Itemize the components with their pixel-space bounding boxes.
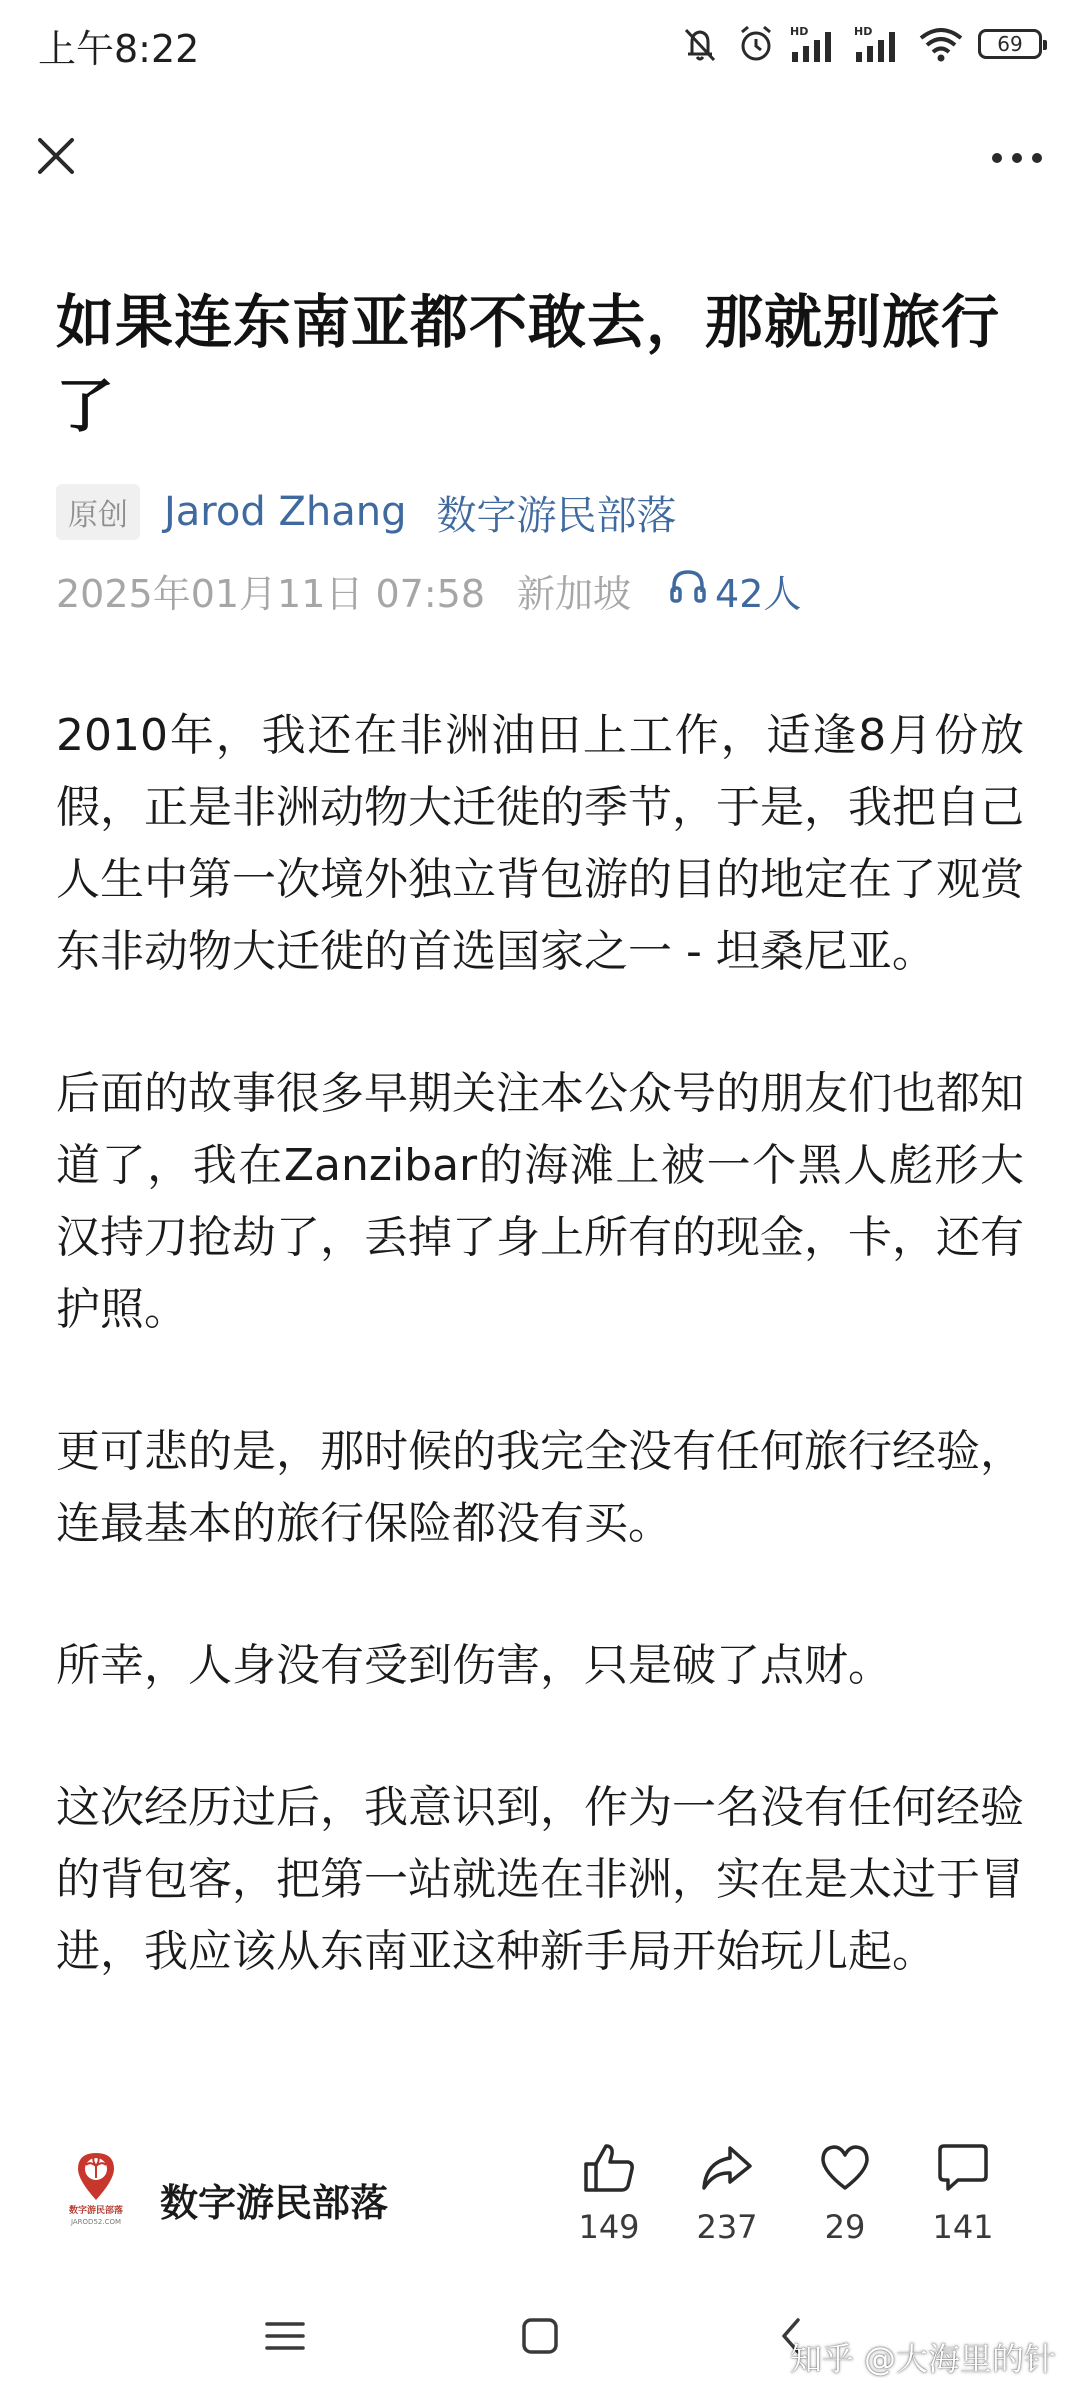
author-link[interactable]: Jarod Zhang <box>164 489 407 535</box>
signal-icon <box>790 24 840 64</box>
battery-icon <box>978 29 1042 59</box>
more-button[interactable] <box>982 130 1052 186</box>
like-button[interactable] <box>564 2142 654 2246</box>
mute-icon <box>678 24 722 64</box>
alarm-icon <box>736 24 776 64</box>
share-count: 237 <box>696 2208 758 2246</box>
favorite-button[interactable] <box>800 2142 890 2246</box>
logo-text: 数字游民部落 <box>68 2206 123 2216</box>
thumbs-up-icon <box>582 2142 636 2198</box>
share-icon <box>700 2142 754 2198</box>
home-button[interactable] <box>505 2308 575 2368</box>
listen-button[interactable] <box>669 563 801 618</box>
listener-count: 42人 <box>715 571 802 616</box>
svg-text:HD: HD <box>790 25 809 38</box>
top-nav <box>0 110 1080 210</box>
comment-icon <box>936 2142 990 2198</box>
svg-text:HD: HD <box>854 25 873 38</box>
column-link[interactable]: 数字游民部落 <box>436 492 677 539</box>
meta-row <box>56 562 801 618</box>
comment-button[interactable] <box>918 2142 1008 2246</box>
action-bar <box>0 2120 1080 2280</box>
status-bar <box>0 0 1080 90</box>
paragraph: 所幸，人身没有受到伤害，只是破了点财。 <box>56 1640 892 1691</box>
favorite-count: 29 <box>824 2208 866 2246</box>
heart-icon <box>818 2142 872 2198</box>
menu-button[interactable] <box>250 2308 320 2368</box>
logo-domain: JAROD52.COM <box>70 2218 122 2226</box>
paragraph: 2010年，我还在非洲油田上工作，适逢8月份放假，正是非洲动物大迁徙的季节，于是，我把自己人生中第一次境外独立背包游的目的地定在了观赏东非动物大迁徙的首选国家之一 - 坦桑尼亚。 <box>56 710 1024 977</box>
palm-pin-logo-icon <box>74 2150 118 2206</box>
paragraph: 这次经历过后，我意识到，作为一名没有任何经验的背包客，把第一站就选在非洲，实在是太过于冒进，我应该从东南亚这种新手局开始玩儿起。 <box>56 1782 1024 1977</box>
share-button[interactable] <box>682 2142 772 2246</box>
paragraph: 后面的故事很多早期关注本公众号的朋友们也都知道了，我在Zanzibar的海滩上被一个黑人彪形大汉持刀抢劫了，丢掉了身上所有的现金，卡，还有护照。 <box>56 1068 1024 1335</box>
article-body <box>56 700 1024 2058</box>
wifi-icon <box>918 24 964 64</box>
status-icons <box>678 22 1042 66</box>
column-logo[interactable] <box>56 2150 136 2242</box>
paragraph: 更可悲的是，那时候的我完全没有任何旅行经验，连最基本的旅行保险都没有买。 <box>56 1426 1024 1549</box>
home-icon <box>520 2316 560 2360</box>
article-viewport[interactable] <box>0 690 1080 2115</box>
close-button[interactable] <box>28 130 84 186</box>
publish-location: 新加坡 <box>517 571 632 616</box>
watermark: 知乎 @大海里的针 <box>789 2340 1056 2378</box>
headphones-icon <box>669 568 715 613</box>
status-time: 上午8:22 <box>38 27 200 71</box>
like-count: 149 <box>578 2208 640 2246</box>
article-title: 如果连东南亚都不敢去，那就别旅行了 <box>56 288 1001 440</box>
signal-icon <box>854 24 904 64</box>
author-row <box>56 484 676 540</box>
menu-icon <box>264 2318 306 2358</box>
more-icon <box>991 149 1043 168</box>
battery-level: 69 <box>997 32 1023 56</box>
system-nav-bar <box>0 2280 1080 2400</box>
close-icon <box>36 136 76 180</box>
comment-count: 141 <box>932 2208 994 2246</box>
original-badge: 原创 <box>56 484 140 540</box>
column-name[interactable]: 数字游民部落 <box>160 2181 389 2225</box>
publish-datetime: 2025年01月11日 07:58 <box>56 571 486 616</box>
